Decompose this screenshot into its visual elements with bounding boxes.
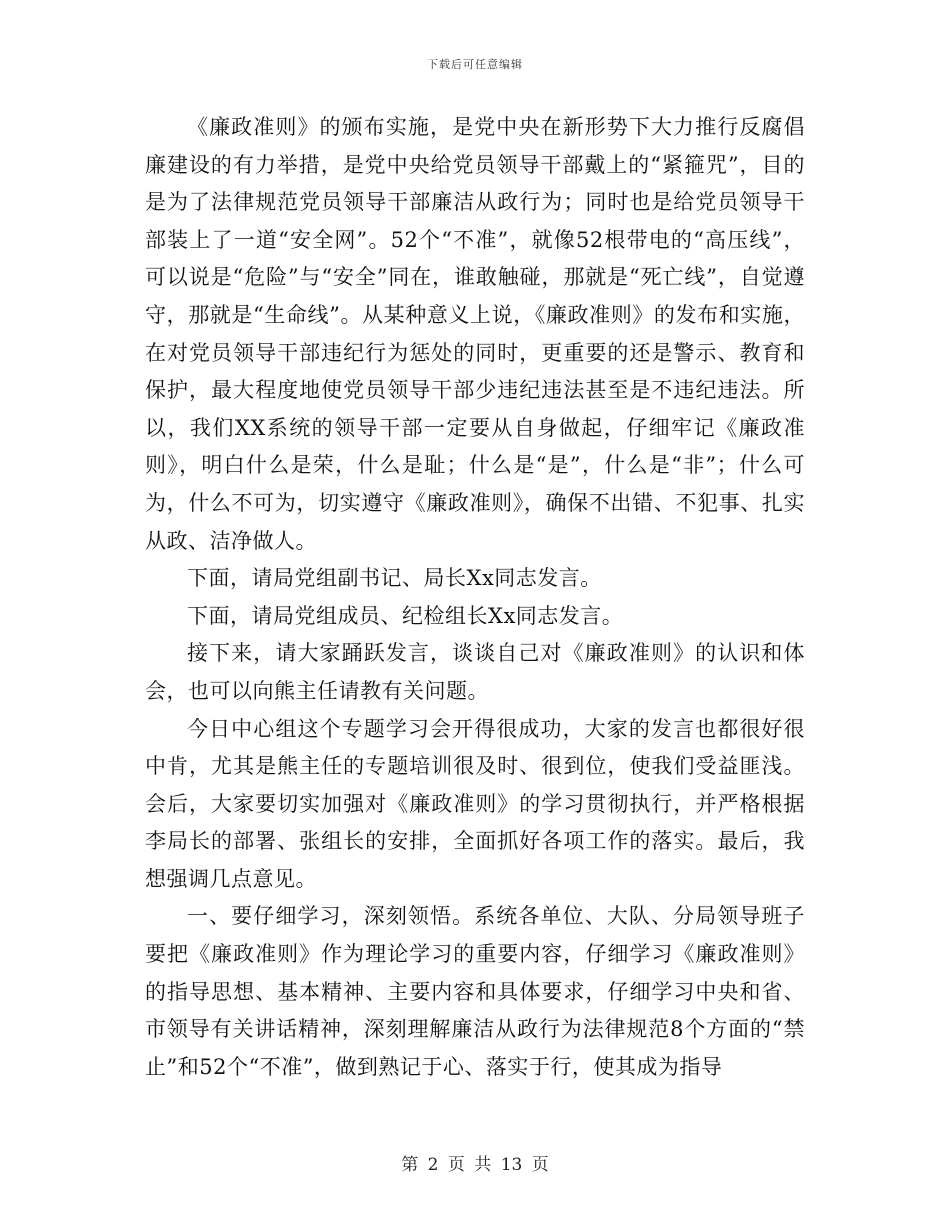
page-number-footer: 第 2 页 共 13 页 xyxy=(401,1155,549,1175)
document-body xyxy=(145,109,805,1086)
paragraph-3: 下面，请局党组成员、纪检组长Xx同志发言。 xyxy=(187,603,624,628)
paragraph-4: 接下来，请大家踊跃发言，谈谈自己对《廉政准则》的认识和体会，也可以向熊主任请教有关问题。 xyxy=(145,641,805,703)
paragraph-5: 今日中心组这个专题学习会开得很成功，大家的发言也都很好很中肯，尤其是熊主任的专题培训很及时、很到位，使我们受益匪浅。会后，大家要切实加强对《廉政准则》的学习贯彻执行，并严格根据李局长的部署、张组长的安排，全面抓好各项工作的落实。最后，我想强调几点意见。 xyxy=(145,716,805,891)
paragraph-6: 一、要仔细学习，深刻领悟。系统各单位、大队、分局领导班子要把《廉政准则》作为理论学习的重要内容，仔细学习《廉政准则》的指导思想、基本精神、主要内容和具体要求，仔细学习中央和省、市领导有关讲话精神，深刻理解廉洁从政行为法律规范8个方面的“禁止”和52个“不准”，做到熟记于心、落实于行，使其成为指导 xyxy=(145,904,805,1079)
paragraph-2: 下面，请局党组副书记、局长Xx同志发言。 xyxy=(187,566,602,591)
page-header: 下载后可任意编辑 xyxy=(427,58,523,71)
paragraph-1: 《廉政准则》的颁布实施，是党中央在新形势下大力推行反腐倡廉建设的有力举措，是党中央给党员领导干部戴上的“紧箍咒”，目的是为了法律规范党员领导干部廉洁从政行为；同时也是给党员领导干部装上了一道“安全网”。52个“不准”，就像52根带电的“高压线”，可以说是“危险”与“安全”同在，谁敢触碰，那就是“死亡线”，自觉遵守，那就是“生命线”。从某种意义上说，《廉政准则》的发布和实施，在对党员领导干部违纪行为惩处的同时，更重要的还是警示、教育和保护，最大程度地使党员领导干部少违纪违法甚至是不违纪违法。所以，我们XX系统的领导干部一定要从自身做起，仔细牢记《廉政准则》，明白什么是荣，什么是耻；什么是“是”，什么是“非”；什么可为，什么不可为，切实遵守《廉政准则》，确保不出错、不犯事、扎实从政、洁净做人。 xyxy=(145,115,805,553)
